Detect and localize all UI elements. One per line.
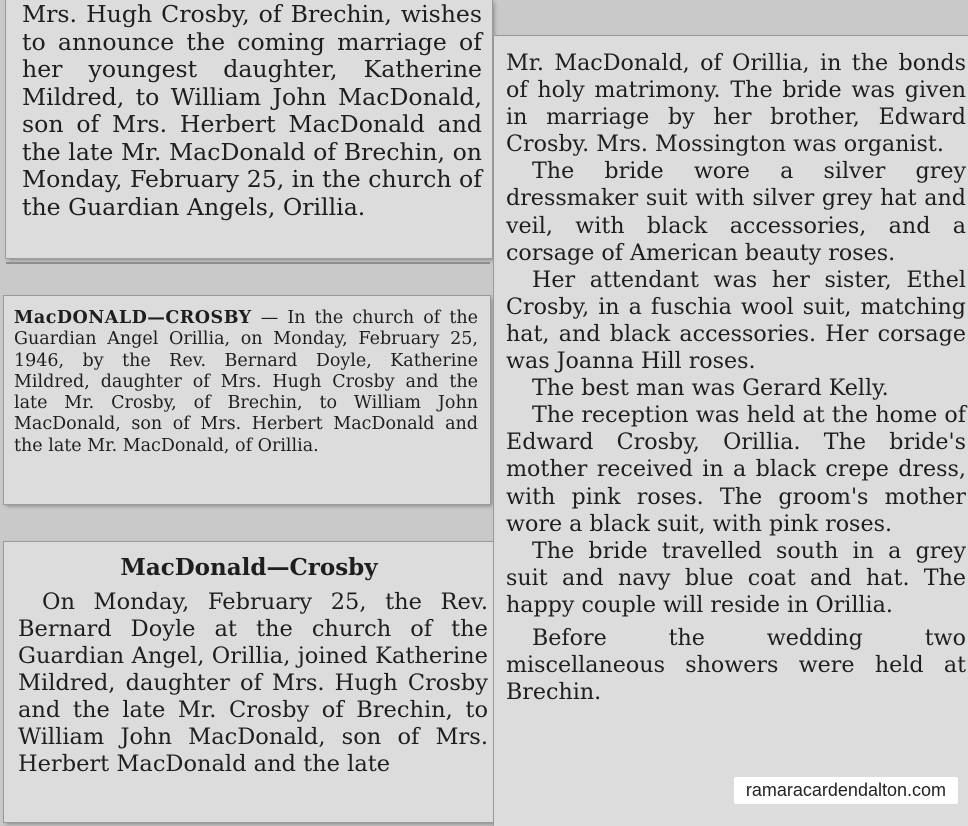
announcement-text: Mrs. Hugh Crosby, of Brechin, wishes to announce the coming marriage of her youngest daughter, Katherine Mildred, to William John MacDonald, son of Mrs. Herbert MacDonald and the late Mr. MacDonald of Brechin, on Monday, February 25, in the church of the Guardian Angels, Orillia. [22,0,482,221]
continuation-paragraph: Mr. MacDonald, of Orillia, in the bonds of holy matrimony. The bride was given in marriage by her brother, Edward Crosby. Mrs. Mossington was organist. [506,50,966,158]
report-continuation-clipping [494,36,968,826]
wedding-notice-clipping [4,296,490,504]
notice-lead: MacDONALD—CROSBY [14,308,252,328]
continuation-paragraph: Her attendant was her sister, Ethel Crosby, in a fuschia wool suit, matching hat, and black accessories. Her corsage was Joanna Hill roses. [506,266,966,375]
continuation-paragraph: The bride travelled south in a grey suit and navy blue coat and hat. The happy couple will reside in Orillia. [506,537,966,618]
continuation-paragraph: Before the wedding two miscellaneous showers were held at Brechin. [506,624,966,706]
continuation-paragraph: The reception was held at the home of Edward Crosby, Orillia. The bride's mother received in a black crepe dress, with pink roses. The groom's mother wore a black suit, with pink roses. [506,402,966,537]
announcement-clipping [6,0,492,258]
report-text: On Monday, February 25, the Rev. Bernard Doyle at the church of the Guardian Angel, Orillia, joined Katherine Mildred, daughter of Mrs. Hugh Crosby and the late Mr. Crosby of Brechin, to William John MacDonald, son of Mrs. Herbert MacDonald and the late [18,589,488,777]
wedding-notice-text [4,296,490,457]
report-headline: MacDonald—Crosby [120,554,378,581]
divider [6,262,490,264]
continuation-paragraph: The bride wore a silver grey dressmaker suit with silver grey hat and veil, with black accessories, and a corsage of American beauty roses. [506,158,966,266]
notice-body: — In the church of the Guardian Angel Orillia, on Monday, February 25, 1946, by the Rev. Bernard Doyle, Katherine Mildred, daughter of Mrs. Hugh Crosby and the late Mr. Crosby, of Brechin, to William John MacDonald, son of Mrs. Herbert MacDonald and the late Mr. MacDonald, of Orillia. [14,308,478,456]
wedding-report-clipping [4,542,494,822]
site-watermark: ramaracardendalton.com [734,777,958,804]
continuation-paragraph: The best man was Gerard Kelly. [532,375,889,402]
